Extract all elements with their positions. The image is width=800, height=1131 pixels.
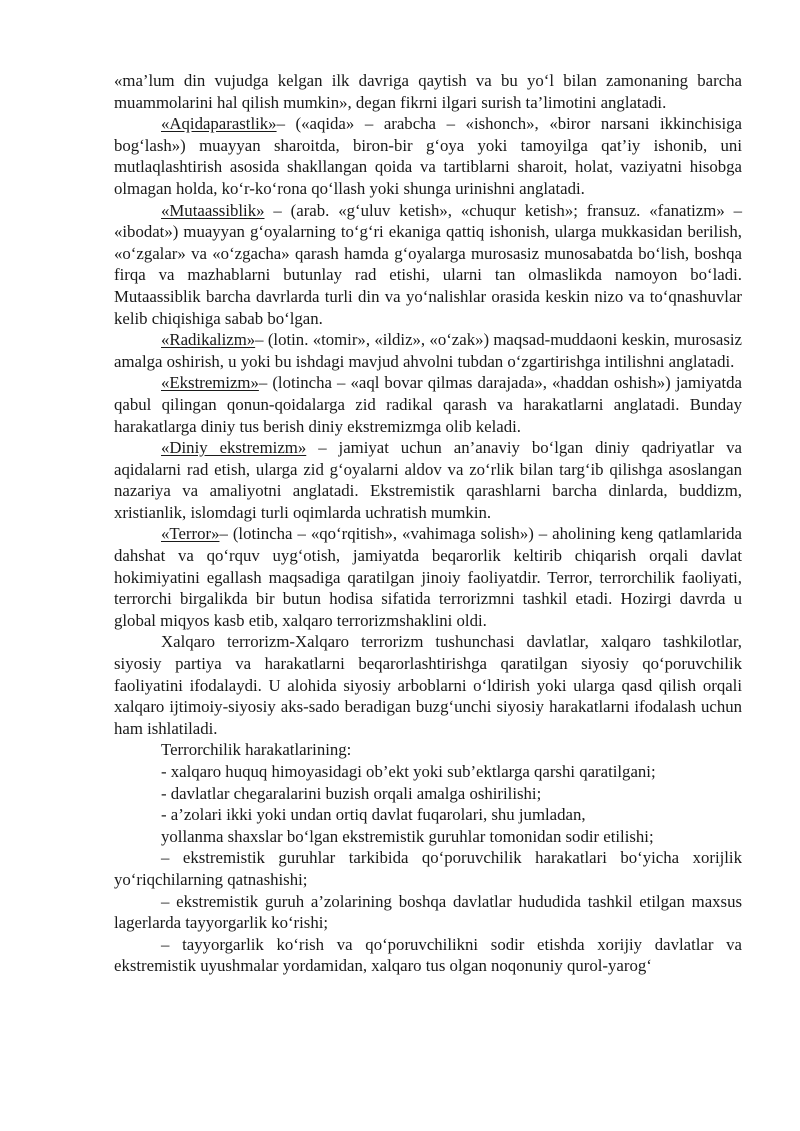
list-item	[114, 891, 742, 934]
paragraph-text: - davlatlar chegaralarini buzish orqali amalga oshirilishi;	[161, 783, 542, 803]
list-item	[114, 783, 742, 805]
paragraph-text: – ekstremistik guruh a’zolarining boshqa davlatlar hududida tashkil etilgan maxsus lagerlarda tayyorgarlik ko‘rishi;	[114, 891, 742, 933]
term-aqidaparastlik: «Aqidaparastlik»	[161, 114, 277, 134]
document-page	[114, 70, 742, 977]
paragraph-mutaassiblik	[114, 200, 742, 330]
paragraph-text: - xalqaro huquq himoyasidagi ob’ekt yoki sub’ektlarga qarshi qaratilgani;	[161, 762, 656, 781]
list-item	[114, 804, 742, 826]
paragraph-text: – tayyorgarlik ko‘rish va qo‘poruvchilikni sodir etishda xorijiy davlatlar va ekstremistik uyushmalar yordamidan, xalqaro tus olgan noqonuniy qurol-yarog‘	[114, 934, 742, 976]
list-item	[114, 934, 742, 977]
paragraph-text: – (lotincha – «qo‘rqitish», «vahimaga solish») – aholining keng qatlamlarida dahshat va qo‘rquv uyg‘otish, jamiyatda beqarorlik keltirib chiqarish orqali davlat hokimiyatini egallash maqsadiga qaratilgan jinoiy faoliyatdir. Terror, terrorchilik faoliyati, terrorchi birgalikda bir butun hodisa sifatida terrorizmni tashkil etadi. Hozirgi davrda u global miqyos kasb etib, xalqaro terrorizmshaklini oldi.	[114, 524, 742, 630]
paragraph-ekstremizm	[114, 372, 742, 437]
paragraph-text: – («aqida» – arabcha – «ishonch», «biror narsani ikkinchisiga bog‘lash») muayyan sharoitda, biron-bir g‘oya yoki tamoyilga qat’iy ishonib, uni mutlaqlashtirish asosida shakllangan qoida va tartiblarni sharoit, holat, vaziyatni hisobga olmagan holda, ko‘r-ko‘rona qo‘llash yoki shunga urinishni anglatadi.	[114, 114, 742, 198]
paragraph-text: yollanma shaxslar bo‘lgan ekstremistik guruhlar tomonidan sodir etilishi;	[161, 826, 654, 846]
paragraph-aqidaparastlik	[114, 113, 742, 199]
list-item	[114, 847, 742, 890]
paragraph-text: – jamiyat uchun an’anaviy bo‘lgan diniy qadriyatlar va aqidalarni rad etish, ularga zid g‘oyalarni aldov va zo‘rlik bilan targ‘ib qilishga asoslangan nazariya va amaliyotni anglatadi. Ekstremistik qarashlarni barcha dinlarda, buddizm, xristianlik, islomdagi turli oqimlarda uchratish mumkin.	[114, 438, 742, 522]
term-radikalizm: «Radikalizm»	[161, 330, 256, 350]
paragraph-diniy-ekstremizm	[114, 437, 742, 523]
paragraph-text: Terrorchilik harakatlarining:	[161, 740, 352, 760]
paragraph-xalqaro-terrorizm	[114, 631, 742, 739]
term-terror: «Terror»	[161, 524, 220, 544]
paragraph-text: «ma’lum din vujudga kelgan ilk davriga qaytish va bu yo‘l bilan zamonaning barcha muammolarini hal qilish mumkin», degan fikrni ilgari surish ta’limotini anglatadi.	[114, 71, 742, 112]
term-mutaassiblik: «Mutaassiblik»	[161, 200, 265, 220]
paragraph-radikalizm	[114, 329, 742, 372]
paragraph-terror	[114, 523, 742, 631]
paragraph-text: - a’zolari ikki yoki undan ortiq davlat fuqarolari, shu jumladan,	[161, 805, 586, 825]
paragraph-text: – (lotin. «tomir», «ildiz», «o‘zak») maqsad-muddaoni keskin, murosasiz amalga oshirish, u yoki bu ishdagi mavjud ahvolni tubdan o‘zgartirishga intilishni anglatadi.	[114, 330, 742, 371]
paragraph-text: – (lotincha – «aql bovar qilmas darajada», «haddan oshish») jamiyatda qabul qilingan qonun-qoidalarga zid radikal qarash va harakatlarni anglatadi. Bunday harakatlarga diniy tus berish diniy ekstremizmga olib keladi.	[114, 373, 742, 436]
list-heading	[114, 739, 742, 761]
paragraph-text: – ekstremistik guruhlar tarkibida qo‘poruvchilik harakatlari bo‘yicha xorijlik yo‘riqchilarning qatnashishi;	[114, 848, 742, 889]
term-ekstremizm: «Ekstremizm»	[161, 373, 259, 393]
paragraph-continuation	[114, 70, 742, 113]
term-diniy-ekstremizm: «Diniy ekstremizm»	[161, 438, 307, 458]
paragraph-text: – (arab. «g‘uluv ketish», «chuqur ketish»; fransuz. «fanatizm» – «ibodat») muayyan g‘oyalarning to‘g‘ri ekaniga qattiq ishonish, ularga mukkasidan berilish, «o‘zgalar» va «o‘zgacha» qarash hamda g‘oyalarga murosasiz munosabatda bo‘lish, boshqa firqa va mazhablarni butunlay rad etishi, ularni tan olmaslikda namoyon bo‘ladi. Mutaassiblik barcha davrlarda turli din va yo‘nalishlar orasida keskin nizo va to‘qnashuvlar kelib chiqishiga sabab bo‘lgan.	[114, 200, 742, 328]
list-item-continuation	[114, 826, 742, 848]
list-item	[114, 761, 742, 783]
paragraph-text: Xalqaro terrorizm-Xalqaro terrorizm tushunchasi davlatlar, xalqaro tashkilotlar, siyosiy partiya va harakatlarni beqarorlashtirishga qaratilgan siyosiy qo‘poruvchilik faoliyatini ifodalaydi. U alohida siyosiy arboblarni o‘ldirish yoki ularga qasd qilish orqali xalqaro ijtimoiy-siyosiy aks-sado beradigan buzg‘unchi siyosiy harakatlarni ifodalash uchun ham ishlatiladi.	[114, 632, 742, 738]
